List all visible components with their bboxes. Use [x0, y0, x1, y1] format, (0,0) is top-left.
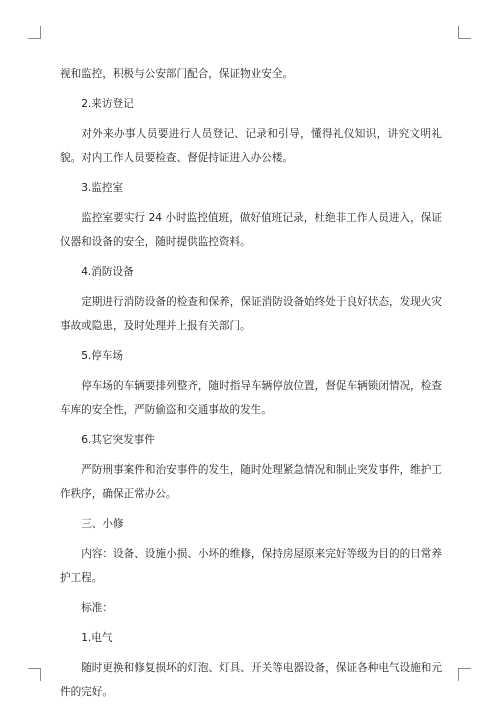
paragraph: 随时更换和修复损坏的灯泡、灯具、开关等电器设备，保证各种电气设施和元件的完好。 — [60, 662, 442, 698]
paragraph: 视和监控，积极与公安部门配合，保证物业安全。 — [60, 68, 294, 80]
crop-mark-bottom-right — [458, 668, 471, 681]
document-page — [60, 62, 442, 710]
section-heading: 6.其它突发事件 — [81, 434, 155, 446]
section-heading: 三、小修 — [81, 518, 124, 530]
paragraph: 定期进行消防设备的检查和保养，保证消防设备始终处于良好状态，发现火灾事故或隐患，及时处理并上报有关部门。 — [60, 296, 442, 332]
crop-mark-bottom-left — [28, 668, 41, 681]
crop-mark-top-left — [28, 26, 41, 39]
paragraph: 对外来办事人员要进行人员登记、记录和引导，懂得礼仪知识，讲究文明礼貌。对内工作人员要检查、督促持证进入办公楼。 — [60, 128, 442, 164]
paragraph: 严防刑事案件和治安事件的发生，随时处理紧急情况和制止突发事件，维护工作秩序，确保正常办公。 — [60, 464, 442, 500]
section-heading: 4.消防设备 — [81, 266, 134, 278]
section-heading: 5.停车场 — [81, 350, 124, 362]
crop-mark-top-right — [458, 26, 471, 39]
section-heading: 1.电气 — [81, 632, 113, 644]
section-heading: 3.监控室 — [81, 182, 124, 194]
paragraph: 内容：设备、设施小损、小坏的维修，保持房屋原来完好等级为目的的日常养护工程。 — [60, 548, 442, 584]
paragraph: 停车场的车辆要排列整齐，随时指导车辆停放位置，督促车辆锁闭情况，检查车库的安全性，严防偷盗和交通事故的发生。 — [60, 380, 442, 416]
section-heading: 2.来访登记 — [81, 98, 134, 110]
paragraph: 监控室要实行 24 小时监控值班，做好值班记录，杜绝非工作人员进入，保证仪器和设备的安全，随时提供监控资料。 — [60, 212, 442, 248]
section-heading: 标准： — [81, 602, 113, 614]
